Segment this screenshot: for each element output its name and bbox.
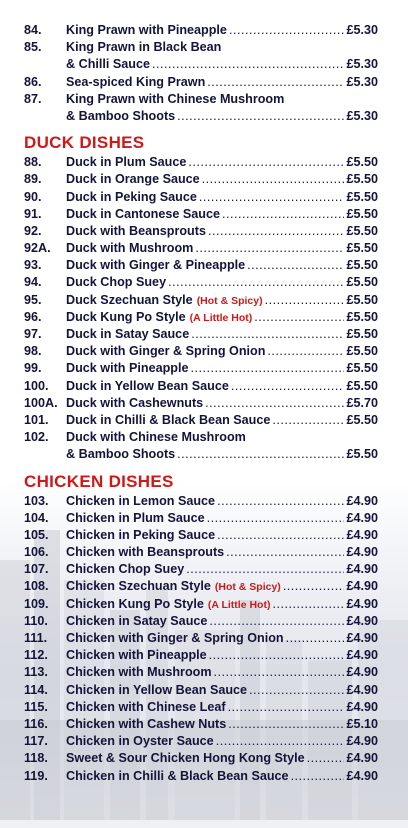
menu-item [0, 154, 408, 171]
item-number: 90. [24, 189, 42, 204]
menu-item [0, 561, 408, 578]
item-name: Duck in Satay Sauce [66, 327, 190, 342]
item-price: £4.90 [346, 527, 378, 542]
item-number: 105. [24, 527, 49, 542]
dot-leader [202, 171, 345, 188]
section-title: DUCK DISHES [24, 133, 145, 153]
menu-item [0, 22, 408, 39]
menu-item [0, 309, 408, 326]
item-name: Chicken in Satay Sauce [66, 613, 208, 628]
item-price: £5.50 [346, 275, 378, 290]
item-number: 106. [24, 545, 49, 560]
menu-item [0, 647, 408, 664]
item-name: King Prawn with Pineapple [66, 23, 227, 37]
item-price: £5.50 [346, 309, 378, 324]
item-name: Duck in Plum Sauce [66, 155, 187, 170]
item-price: £5.10 [346, 716, 378, 731]
item-name: Duck with Chinese Mushroom [66, 430, 246, 445]
item-number: 111. [24, 631, 48, 646]
dot-leader [190, 360, 344, 377]
item-number: 84. [24, 23, 42, 37]
item-name: Chicken in Plum Sauce [66, 510, 205, 525]
item-name: Duck in Orange Sauce [66, 172, 200, 187]
item-price: £5.30 [346, 23, 378, 37]
item-number: 88. [24, 155, 42, 170]
menu-item [0, 326, 408, 343]
item-name: Chicken with Pineapple [66, 648, 207, 663]
item-name: Duck with Mushroom [66, 241, 194, 256]
dot-leader [152, 56, 345, 73]
item-name: Duck Szechuan Style [66, 292, 193, 307]
item-name: Duck Kung Po Style [66, 309, 186, 324]
item-name: Sea-spiced King Prawn [66, 74, 206, 89]
item-number: 112. [24, 648, 48, 663]
item-name: Duck in Cantonese Sauce [66, 206, 220, 221]
menu-item [0, 343, 408, 360]
item-number: 96. [24, 309, 42, 324]
menu-item [0, 378, 408, 395]
item-price: £5.50 [346, 412, 378, 427]
dot-leader [217, 493, 344, 510]
section-title: CHICKEN DISHES [24, 471, 174, 491]
menu-item [0, 544, 408, 561]
item-name: Chicken with Ginger & Spring Onion [66, 631, 284, 646]
item-name: Duck with Ginger & Spring Onion [66, 344, 266, 359]
item-price: £4.90 [346, 734, 378, 749]
item-price: £5.30 [346, 108, 378, 123]
item-number: 115. [24, 699, 48, 714]
item-number: 108. [24, 579, 49, 594]
dot-leader [209, 613, 344, 630]
menu-item [0, 750, 408, 767]
item-number: 93. [24, 258, 42, 273]
item-price: £5.50 [346, 327, 378, 342]
item-price: £5.50 [346, 155, 378, 170]
dot-leader [267, 343, 344, 360]
menu-item [0, 493, 408, 510]
item-number: 92A. [24, 241, 51, 256]
menu-item [0, 510, 408, 527]
item-number: 92. [24, 223, 42, 238]
menu-item [0, 412, 408, 429]
menu-item [0, 257, 408, 274]
dot-leader [177, 108, 344, 125]
item-price: £5.70 [346, 395, 378, 410]
item-name: Chicken Chop Suey [66, 562, 185, 577]
menu-item [0, 733, 408, 750]
item-name: Chicken with Cashew Nuts [66, 716, 227, 731]
dot-leader [283, 578, 345, 595]
menu-item [0, 91, 408, 125]
item-name: & Bamboo Shoots [66, 447, 176, 462]
dot-leader [231, 378, 345, 395]
dot-leader [216, 733, 345, 750]
item-price: £5.50 [346, 172, 378, 187]
item-name: Duck Chop Suey [66, 275, 167, 290]
dot-leader [226, 544, 344, 561]
spice-note: (Hot & Spicy) [214, 581, 281, 594]
dot-leader [272, 596, 344, 613]
item-price: £5.50 [346, 258, 378, 273]
menu-item [0, 630, 408, 647]
dot-leader [186, 561, 344, 578]
item-price: £4.90 [346, 648, 378, 663]
item-price: £4.90 [346, 562, 378, 577]
menu-item [0, 699, 408, 716]
menu-item [0, 527, 408, 544]
item-price: £4.90 [346, 493, 378, 508]
item-price: £5.30 [346, 57, 378, 72]
item-price: £5.30 [346, 74, 378, 89]
item-price: £5.50 [346, 241, 378, 256]
item-price: £4.90 [346, 665, 378, 680]
menu-item [0, 274, 408, 291]
item-number: 86. [24, 74, 42, 89]
dot-leader [199, 189, 345, 206]
item-name: Chicken in Peking Sauce [66, 527, 216, 542]
item-number: 116. [24, 716, 48, 731]
menu-item [0, 395, 408, 412]
dot-leader [209, 647, 345, 664]
item-price: £5.50 [346, 206, 378, 221]
item-price: £5.50 [346, 189, 378, 204]
item-price: £4.90 [346, 682, 378, 697]
item-number: 110. [24, 613, 48, 628]
menu-item [0, 613, 408, 630]
dot-leader [208, 223, 345, 240]
item-number: 98. [24, 344, 42, 359]
item-name: Duck with Ginger & Pineapple [66, 258, 246, 273]
item-name: Duck with Cashewnuts [66, 395, 204, 410]
menu-item [0, 74, 408, 91]
dot-leader [222, 206, 345, 223]
item-number: 117. [24, 734, 48, 749]
dot-leader [291, 768, 345, 785]
menu-list [0, 22, 408, 785]
item-number: 101. [24, 412, 49, 427]
item-number: 91. [24, 206, 42, 221]
menu-item [0, 360, 408, 377]
item-name: Chicken Szechuan Style [66, 579, 211, 594]
dot-leader [228, 716, 344, 733]
item-name: Duck with Beansprouts [66, 223, 206, 238]
item-name: & Chilli Sauce [66, 57, 150, 72]
menu-item [0, 171, 408, 188]
item-price: £5.50 [346, 292, 378, 307]
item-number: 85. [24, 40, 42, 55]
item-name: Sweet & Sour Chicken Hong Kong Style [66, 751, 305, 766]
dot-leader [307, 750, 345, 767]
item-number: 97. [24, 327, 42, 342]
item-number: 109. [24, 596, 49, 611]
item-number: 100A. [24, 395, 58, 410]
item-number: 107. [24, 562, 49, 577]
menu-item [0, 429, 408, 463]
dot-leader [217, 527, 344, 544]
dot-leader [207, 510, 345, 527]
item-number: 89. [24, 172, 42, 187]
item-price: £4.90 [346, 631, 378, 646]
item-price: £4.90 [346, 613, 378, 628]
spice-note: (A Little Hot) [207, 598, 271, 611]
item-name: Duck in Yellow Bean Sauce [66, 378, 229, 393]
dot-leader [207, 74, 344, 91]
item-name: Chicken with Mushroom [66, 665, 212, 680]
item-price: £5.50 [346, 223, 378, 238]
item-number: 119. [24, 768, 48, 783]
menu-item [0, 578, 408, 595]
item-price: £4.90 [346, 545, 378, 560]
item-name: Chicken with Beansprouts [66, 545, 225, 560]
menu-item [0, 240, 408, 257]
item-price: £5.50 [346, 344, 378, 359]
dot-leader [214, 664, 345, 681]
item-price: £4.90 [346, 579, 378, 594]
item-name: Chicken in Lemon Sauce [66, 493, 216, 508]
item-number: 99. [24, 361, 42, 376]
item-name: Chicken in Oyster Sauce [66, 734, 214, 749]
dot-leader [254, 309, 344, 326]
dot-leader [191, 326, 344, 343]
menu-item [0, 716, 408, 733]
spice-note: (Hot & Spicy) [196, 294, 263, 307]
menu-item [0, 596, 408, 613]
item-number: 104. [24, 510, 49, 525]
item-price: £4.90 [346, 768, 378, 783]
dot-leader [265, 292, 345, 309]
spice-note: (A Little Hot) [189, 311, 253, 324]
menu-item [0, 189, 408, 206]
dot-leader [195, 240, 344, 257]
dot-leader [205, 395, 344, 412]
item-number: 113. [24, 665, 48, 680]
item-name: King Prawn in Black Bean [66, 40, 222, 55]
item-price: £4.90 [346, 699, 378, 714]
dot-leader [228, 699, 345, 716]
item-number: 95. [24, 292, 42, 307]
item-price: £4.90 [346, 751, 378, 766]
item-number: 118. [24, 751, 48, 766]
item-number: 87. [24, 91, 42, 106]
menu-item [0, 292, 408, 309]
menu-item [0, 682, 408, 699]
menu-item [0, 664, 408, 681]
dot-leader [249, 682, 344, 699]
item-number: 100. [24, 378, 49, 393]
menu-item [0, 206, 408, 223]
dot-leader [286, 630, 345, 647]
item-name: King Prawn with Chinese Mushroom [66, 91, 285, 106]
item-number: 102. [24, 430, 49, 445]
item-number: 103. [24, 493, 49, 508]
item-price: £4.90 [346, 510, 378, 525]
item-price: £5.50 [346, 447, 378, 462]
item-name: Chicken Kung Po Style [66, 596, 204, 611]
item-name: Duck in Chilli & Black Bean Sauce [66, 412, 271, 427]
item-number: 94. [24, 275, 42, 290]
dot-leader [229, 22, 345, 39]
item-name: Chicken in Chilli & Black Bean Sauce [66, 768, 289, 783]
menu-item [0, 768, 408, 785]
item-name: Duck in Peking Sauce [66, 189, 197, 204]
dot-leader [272, 412, 344, 429]
item-price: £5.50 [346, 378, 378, 393]
item-number: 114. [24, 682, 48, 697]
menu-item [0, 39, 408, 73]
dot-leader [177, 446, 344, 463]
item-name: Chicken in Yellow Bean Sauce [66, 682, 248, 697]
dot-leader [247, 257, 344, 274]
item-name: Duck with Pineapple [66, 361, 189, 376]
dot-leader [168, 274, 344, 291]
menu-item [0, 223, 408, 240]
item-price: £5.50 [346, 361, 378, 376]
item-name: Chicken with Chinese Leaf [66, 699, 226, 714]
item-name: & Bamboo Shoots [66, 108, 176, 123]
item-price: £4.90 [346, 596, 378, 611]
dot-leader [188, 154, 344, 171]
